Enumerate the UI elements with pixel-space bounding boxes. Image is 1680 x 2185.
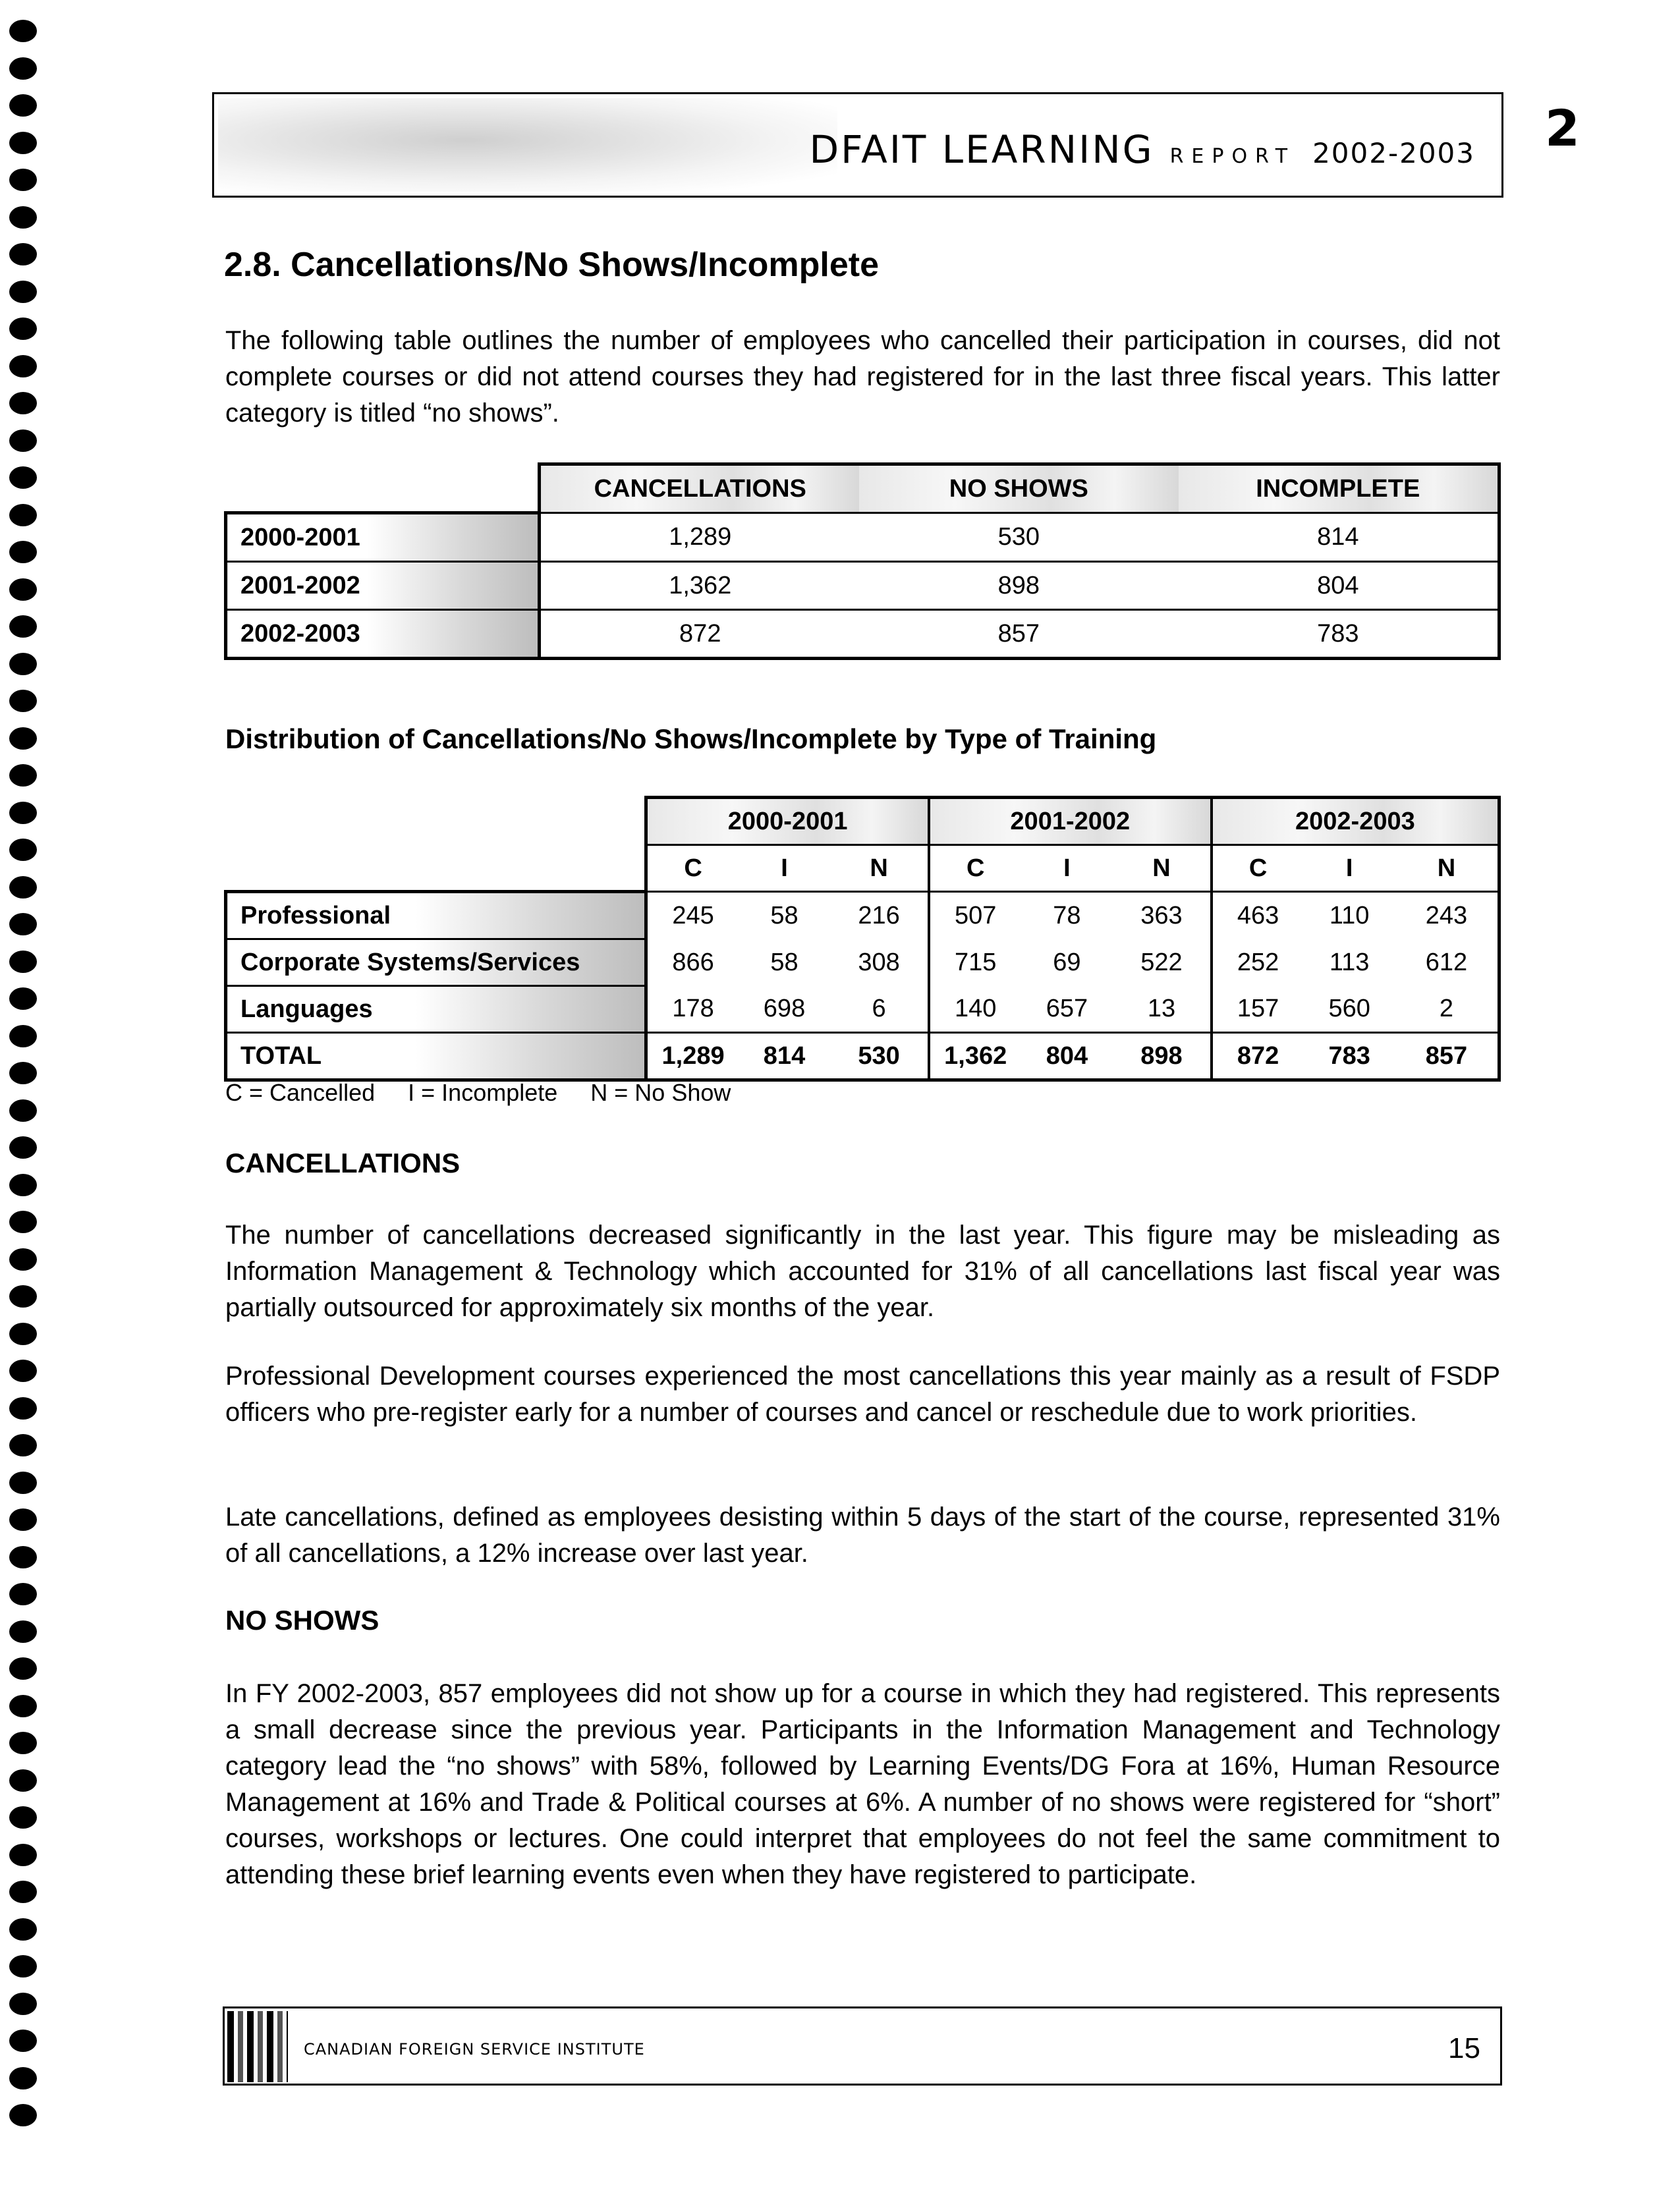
summary-corner	[226, 464, 540, 513]
page-footer	[223, 2006, 1502, 2086]
year-header-2000-2001: 2000-2001	[646, 798, 929, 845]
cell: 1,362	[540, 562, 859, 610]
year-header-row	[226, 798, 1499, 845]
binding-hole	[9, 2104, 37, 2126]
cell: 783	[1303, 1033, 1395, 1080]
cell: 530	[859, 513, 1178, 562]
binding-hole	[9, 318, 37, 340]
cell: 308	[830, 939, 929, 986]
spiral-binding	[9, 20, 40, 2142]
binding-hole	[9, 1620, 37, 1643]
chapter-number: 2	[1545, 99, 1580, 157]
row-label: 2000-2001	[226, 513, 540, 562]
report-title-year: 2002-2003	[1312, 137, 1475, 169]
header-banner	[212, 92, 1503, 198]
subcol-n: N	[830, 845, 929, 892]
distribution-table	[224, 796, 1501, 1082]
binding-hole	[9, 466, 37, 489]
page-number: 15	[1448, 2032, 1480, 2064]
binding-hole	[9, 1769, 37, 1792]
binding-hole	[9, 1508, 37, 1531]
cell: 178	[646, 986, 739, 1033]
cell: 814	[1179, 513, 1499, 562]
no-shows-heading: NO SHOWS	[225, 1605, 379, 1636]
cancellations-heading: CANCELLATIONS	[225, 1148, 461, 1178]
cell: 243	[1395, 892, 1499, 939]
binding-hole	[9, 2030, 37, 2052]
binding-hole	[9, 1881, 37, 1903]
col-header-no-shows: NO SHOWS	[859, 464, 1178, 513]
report-title	[809, 127, 1475, 172]
cell: 715	[955, 948, 997, 976]
binding-hole	[9, 690, 37, 712]
binding-hole	[9, 1323, 37, 1345]
subcol-i: I	[1303, 845, 1395, 892]
cell: 522	[1113, 939, 1212, 986]
total-row	[226, 1033, 1499, 1080]
intro-paragraph: The following table outlines the number of employees who cancelled their participation in courses, did not complete courses or did not attend courses they had registered for in the last three fiscal years. This latter category is titled “no shows”.	[225, 326, 1500, 428]
report-title-main: DFAIT LEARNING	[809, 127, 1154, 172]
cell: 69	[1053, 948, 1081, 976]
binding-hole	[9, 615, 37, 638]
binding-hole	[9, 913, 37, 935]
section-title: 2.8. Cancellations/No Shows/Incomplete	[224, 246, 880, 284]
binding-hole	[9, 392, 37, 414]
binding-hole	[9, 132, 37, 154]
cell: 463	[1212, 892, 1304, 939]
binding-hole	[9, 1993, 37, 2015]
binding-hole	[9, 206, 37, 229]
table-row	[226, 892, 1499, 939]
binding-hole	[9, 20, 37, 42]
binding-hole	[9, 169, 37, 191]
binding-hole	[9, 653, 37, 675]
col-header-incomplete: INCOMPLETE	[1179, 464, 1499, 513]
binding-hole	[9, 1732, 37, 1754]
binding-hole	[9, 1918, 37, 1941]
binding-hole	[9, 355, 37, 377]
cell: 2	[1395, 986, 1499, 1033]
binding-hole	[9, 987, 37, 1010]
cell: 216	[830, 892, 929, 939]
binding-hole	[9, 504, 37, 526]
binding-hole	[9, 727, 37, 750]
binding-hole	[9, 764, 37, 787]
summary-header-row	[226, 464, 1499, 513]
cell: 157	[1237, 994, 1279, 1022]
binding-hole	[9, 1657, 37, 1680]
binding-hole	[9, 951, 37, 973]
cell: 612	[1395, 939, 1499, 986]
row-label: TOTAL	[226, 1033, 646, 1080]
binding-hole	[9, 281, 37, 303]
binding-hole	[9, 1099, 37, 1122]
binding-hole	[9, 1806, 37, 1829]
cell: 814	[739, 1033, 831, 1080]
cell: 898	[859, 562, 1178, 610]
distribution-corner	[226, 798, 646, 845]
cell: 804	[1179, 562, 1499, 610]
row-label: 2002-2003	[226, 610, 540, 659]
map-graphic	[218, 98, 837, 192]
binding-hole	[9, 1397, 37, 1420]
binding-hole	[9, 578, 37, 601]
cell: 857	[859, 610, 1178, 659]
distribution-legend: C = Cancelled I = Incomplete N = No Show	[225, 1079, 731, 1106]
table-row	[226, 610, 1499, 659]
binding-hole	[9, 1211, 37, 1233]
subcol-i: I	[1021, 845, 1113, 892]
subcol-i: I	[739, 845, 831, 892]
cell: 58	[770, 948, 798, 976]
cell: 140	[955, 994, 997, 1022]
binding-hole	[9, 1174, 37, 1196]
cell: 872	[540, 610, 859, 659]
cancellations-paragraph-2: Professional Development courses experienced the most cancellations this year mainly as a result of FSDP officers who pre-register early for a number of courses and cancel or reschedule due to work priorities.	[225, 1362, 1500, 1427]
cell: 1,289	[646, 1033, 739, 1080]
binding-hole	[9, 1583, 37, 1605]
cell: 560	[1328, 994, 1370, 1022]
cell: 78	[1021, 892, 1113, 939]
binding-hole	[9, 802, 37, 824]
cell: 898	[1113, 1033, 1212, 1080]
binding-hole	[9, 94, 37, 117]
table-row	[226, 939, 1499, 986]
distribution-title: Distribution of Cancellations/No Shows/Incomplete by Type of Training	[225, 723, 1157, 754]
cell: 6	[830, 986, 929, 1033]
binding-hole	[9, 1062, 37, 1084]
cell: 872	[1212, 1033, 1304, 1080]
subcol-header-row	[226, 845, 1499, 892]
subcol-n: N	[1113, 845, 1212, 892]
binding-hole	[9, 2067, 37, 2089]
cell: 363	[1113, 892, 1212, 939]
binding-hole	[9, 1248, 37, 1271]
cell: 1,362	[929, 1033, 1021, 1080]
cell: 245	[646, 892, 739, 939]
binding-hole	[9, 839, 37, 861]
summary-table	[224, 462, 1501, 660]
binding-hole	[9, 876, 37, 899]
table-row	[226, 513, 1499, 562]
year-header-2002-2003: 2002-2003	[1212, 798, 1499, 845]
row-label: 2001-2002	[226, 562, 540, 610]
cell: 110	[1303, 892, 1395, 939]
subcol-c: C	[1212, 845, 1304, 892]
binding-hole	[9, 57, 37, 80]
institute-logo	[227, 2011, 288, 2082]
subcol-n: N	[1395, 845, 1499, 892]
binding-hole	[9, 1360, 37, 1382]
table-row	[226, 562, 1499, 610]
binding-hole	[9, 1955, 37, 1978]
year-header-2001-2002: 2001-2002	[929, 798, 1212, 845]
cancellations-paragraph-3: Late cancellations, defined as employees desisting within 5 days of the start of the course, represented 31% of all cancellations, a 12% increase over last year.	[225, 1503, 1500, 1568]
binding-hole	[9, 429, 37, 452]
subcol-c: C	[646, 845, 739, 892]
report-title-report: REPORT	[1169, 145, 1296, 168]
cancellations-paragraph-1: The number of cancellations decreased significantly in the last year. This figure may be misleading as Information Management & Technology which accounted for 31% of all cancellations last fiscal year was partially outsourced for approximately six months of the year.	[225, 1221, 1500, 1322]
no-shows-paragraph: In FY 2002-2003, 857 employees did not show up for a course in which they had registered. This represents a small decrease since the previous year. Participants in the Information Management and Technology category lead the “no shows” with 58%, followed by Learning Events/DG Fora at 16%, Human Resource Management at 16% and Trade & Political courses at 6%. A number of no shows were registered for “short” courses, workshops or lectures. One could interpret that employees do not feel the same commitment to attending these brief learning events even when they have registered to participate.	[225, 1679, 1500, 1889]
table-row	[226, 986, 1499, 1033]
binding-hole	[9, 1695, 37, 1717]
row-label: Professional	[226, 892, 646, 939]
cell: 783	[1179, 610, 1499, 659]
distribution-corner-2	[226, 845, 646, 892]
cell: 58	[739, 892, 831, 939]
binding-hole	[9, 1546, 37, 1568]
binding-hole	[9, 541, 37, 563]
binding-hole	[9, 1844, 37, 1866]
cell: 530	[830, 1033, 929, 1080]
institute-name: CANADIAN FOREIGN SERVICE INSTITUTE	[304, 2040, 645, 2059]
cell: 507	[929, 892, 1021, 939]
cell: 857	[1395, 1033, 1499, 1080]
cell: 252	[1237, 948, 1279, 976]
binding-hole	[9, 1136, 37, 1159]
row-label: Languages	[226, 986, 646, 1033]
row-label: Corporate Systems/Services	[226, 939, 646, 986]
cell: 866	[646, 939, 739, 986]
binding-hole	[9, 1434, 37, 1456]
binding-hole	[9, 243, 37, 265]
cell: 1,289	[540, 513, 859, 562]
binding-hole	[9, 1472, 37, 1494]
cell: 698	[763, 994, 806, 1022]
cell: 804	[1021, 1033, 1113, 1080]
subcol-c: C	[929, 845, 1021, 892]
col-header-cancellations: CANCELLATIONS	[540, 464, 859, 513]
cell: 13	[1113, 986, 1212, 1033]
cell: 657	[1046, 994, 1088, 1022]
binding-hole	[9, 1285, 37, 1308]
binding-hole	[9, 1025, 37, 1047]
cell: 113	[1329, 948, 1370, 976]
